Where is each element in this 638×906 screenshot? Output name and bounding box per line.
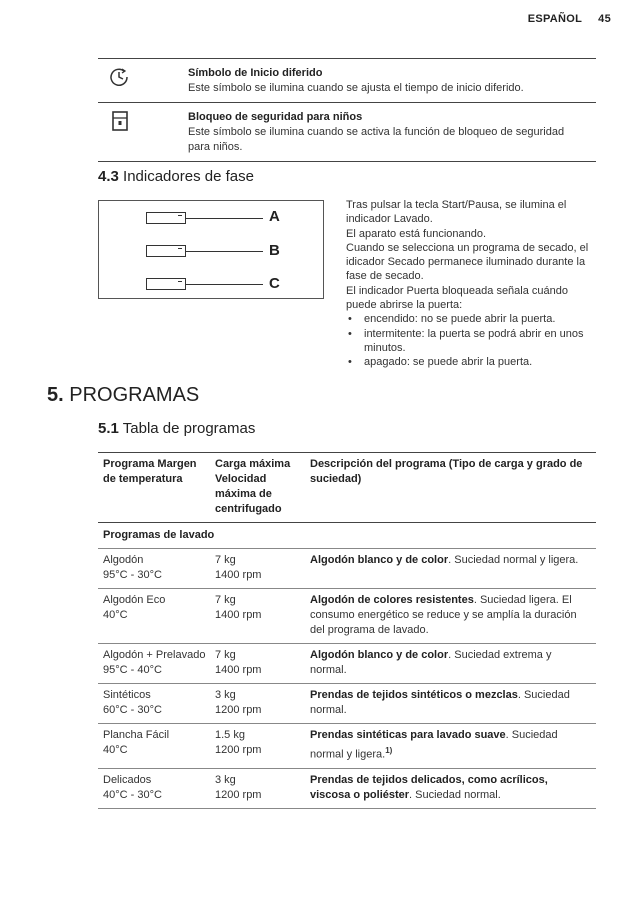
table-row [98, 724, 596, 769]
section-5-heading [47, 384, 199, 407]
section-title: Tabla de programas [122, 420, 256, 437]
table-row [98, 549, 596, 589]
table-row [98, 769, 596, 809]
header-description: Descripción del programa (Tipo de carga y grado de suciedad) [310, 458, 583, 485]
program-name: Plancha Fácil [103, 729, 170, 741]
page-number: 45 [598, 13, 611, 25]
program-temp: 95°C - 30°C [103, 569, 162, 581]
program-temp: 40°C [103, 609, 128, 621]
leader-line-a [186, 218, 263, 219]
program-rpm: 1200 rpm [215, 788, 262, 801]
child-lock-icon [106, 109, 132, 133]
program-description: Prendas de tejidos delicados, como acrílicos, viscosa o poliéster. Suciedad normal. [310, 773, 548, 801]
program-description: Algodón de colores resistentes. Suciedad ligera. El consumo energético se reduce y se amplía la duración del programa de lavado. [310, 594, 577, 636]
indicator-bar-b [146, 245, 186, 257]
program-rpm: 1400 rpm [215, 609, 262, 621]
program-description: Algodón blanco y de color. Suciedad extrema y normal. [310, 649, 552, 676]
program-load: 7 kg [215, 649, 236, 661]
list-item: • apagado: se puede abrir la puerta. [346, 355, 598, 369]
language-label: ESPAÑOL [527, 13, 583, 25]
footnote-marker: 1) [385, 746, 393, 755]
paragraph: Cuando se selecciona un programa de secado, el idicador Secado permanece iluminado durante la fase de secado. [346, 241, 589, 283]
door-status-list [346, 312, 598, 369]
table-row [98, 644, 596, 684]
symbol-description: Este símbolo se ilumina cuando se activa la función de bloqueo de seguridad para niños. [188, 126, 565, 153]
program-name: Delicados [103, 773, 152, 786]
table-section-label: Programas de lavado [98, 523, 596, 549]
delay-timer-icon [106, 65, 132, 89]
table-row [98, 684, 596, 724]
symbol-title: Símbolo de Inicio diferido [188, 67, 323, 79]
program-name: Algodón Eco [103, 594, 166, 606]
program-description: Prendas sintéticas para lavado suave. Suciedad normal y ligera.$^{1)}$ [310, 729, 558, 761]
label-b: B [269, 242, 280, 259]
phase-description [346, 198, 598, 370]
programs-table [98, 452, 596, 809]
program-rpm: 1400 rpm [215, 569, 262, 581]
program-load: 7 kg [215, 594, 236, 606]
program-description: Algodón blanco y de color. Suciedad normal y ligera. [310, 554, 579, 566]
section-title: PROGRAMAS [69, 384, 200, 406]
program-rpm: 1200 rpm [215, 744, 262, 756]
program-temp: 60°C - 30°C [103, 704, 162, 716]
section-title: Indicadores de fase [123, 168, 254, 185]
program-load: 1.5 kg [215, 729, 245, 741]
program-load: 3 kg [215, 689, 236, 701]
program-name: Sintéticos [103, 689, 151, 701]
label-a: A [269, 208, 280, 225]
section-number: 4.3 [98, 168, 119, 185]
label-c: C [269, 275, 280, 292]
program-description: Prendas de tejidos sintéticos o mezclas. Suciedad normal. [310, 689, 570, 716]
phase-indicators-diagram [98, 200, 324, 299]
paragraph: El indicador Puerta bloqueada señala cuándo puede abrirse la puerta: [346, 284, 568, 312]
symbol-row-delay-start [98, 59, 596, 103]
page-header [528, 13, 611, 25]
leader-line-b [186, 251, 263, 252]
paragraph: El aparato está funcionando. [346, 227, 487, 240]
symbol-description: Este símbolo se ilumina cuando se ajusta el tiempo de inicio diferido. [188, 82, 524, 94]
list-item: • intermitente: la puerta se podrá abrir en unos minutos. [346, 327, 598, 356]
program-name: Algodón [103, 554, 144, 566]
section-5-1-heading [98, 420, 255, 437]
program-temp: 95°C - 40°C [103, 664, 162, 676]
section-number: 5.1 [98, 420, 119, 437]
section-number: 5. [47, 384, 64, 406]
indicator-bar-a [146, 212, 186, 224]
program-name: Algodón + Prelavado [103, 649, 206, 661]
section-4-3-heading [98, 168, 254, 185]
program-temp: 40°C - 30°C [103, 788, 162, 801]
header-load: Carga máxima Velocidad máxima de centrifugado [215, 458, 291, 515]
symbol-title: Bloqueo de seguridad para niños [188, 111, 363, 123]
list-item: • encendido: no se puede abrir la puerta. [346, 312, 598, 326]
symbol-table [98, 58, 596, 162]
header-program: Programa Margen de temperatura [103, 458, 197, 485]
symbol-row-child-lock [98, 103, 596, 162]
indicator-bar-c [146, 278, 186, 290]
program-rpm: 1200 rpm [215, 704, 262, 716]
program-rpm: 1400 rpm [215, 664, 262, 676]
program-load: 7 kg [215, 554, 236, 566]
leader-line-c [186, 284, 263, 285]
program-load: 3 kg [215, 773, 236, 786]
paragraph: Tras pulsar la tecla Start/Pausa, se ilumina el indicador Lavado. [346, 199, 567, 226]
table-header-row [98, 453, 596, 523]
table-row [98, 589, 596, 644]
program-temp: 40°C [103, 744, 128, 756]
